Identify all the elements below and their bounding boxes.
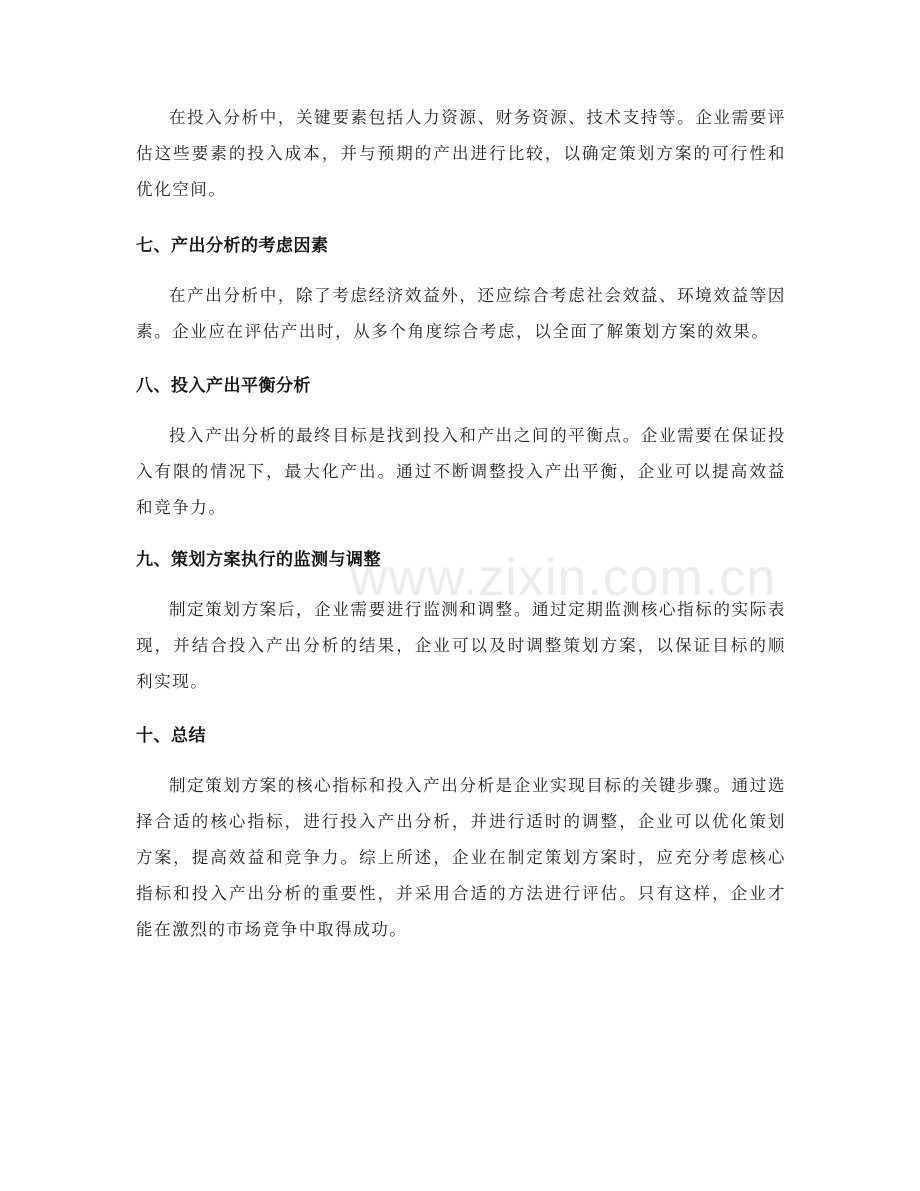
section-7-paragraph: 在产出分析中，除了考虑经济效益外，还应综合考虑社会效益、环境效益等因素。企业应在评估产出时，从多个角度综合考虑，以全面了解策划方案的效果。 (136, 286, 786, 341)
watermark: www.zixin.com.cn (350, 549, 777, 607)
section-9-heading: 九、策划方案执行的监测与调整 (136, 550, 381, 570)
section-7-heading: 七、产出分析的考虑因素 (136, 236, 329, 256)
section-9-paragraph: 制定策划方案后，企业需要进行监测和调整。通过定期监测核心指标的实际表现，并结合投入产出分析的结果，企业可以及时调整策划方案，以保证目标的顺利实现。 (136, 600, 786, 691)
section-8-heading: 八、投入产出平衡分析 (136, 376, 311, 396)
section-10-heading: 十、总结 (136, 726, 206, 746)
section-8-paragraph: 投入产出分析的最终目标是找到投入和产出之间的平衡点。企业需要在保证投入有限的情况下，最大化产出。通过不断调整投入产出平衡，企业可以提高效益和竞争力。 (136, 426, 786, 517)
intro-paragraph: 在投入分析中，关键要素包括人力资源、财务资源、技术支持等。企业需要评估这些要素的投入成本，并与预期的产出进行比较，以确定策划方案的可行性和优化空间。 (136, 108, 786, 199)
section-10-paragraph: 制定策划方案的核心指标和投入产出分析是企业实现目标的关键步骤。通过选择合适的核心指标，进行投入产出分析，并进行适时的调整，企业可以优化策划方案，提高效益和竞争力。综上所述，企业在制定策划方案时，应充分考虑核心指标和投入产出分析的重要性，并采用合适的方法进行评估。只有这样，企业才能在激烈的市场竞争中取得成功。 (136, 776, 786, 939)
document-page (136, 100, 786, 948)
